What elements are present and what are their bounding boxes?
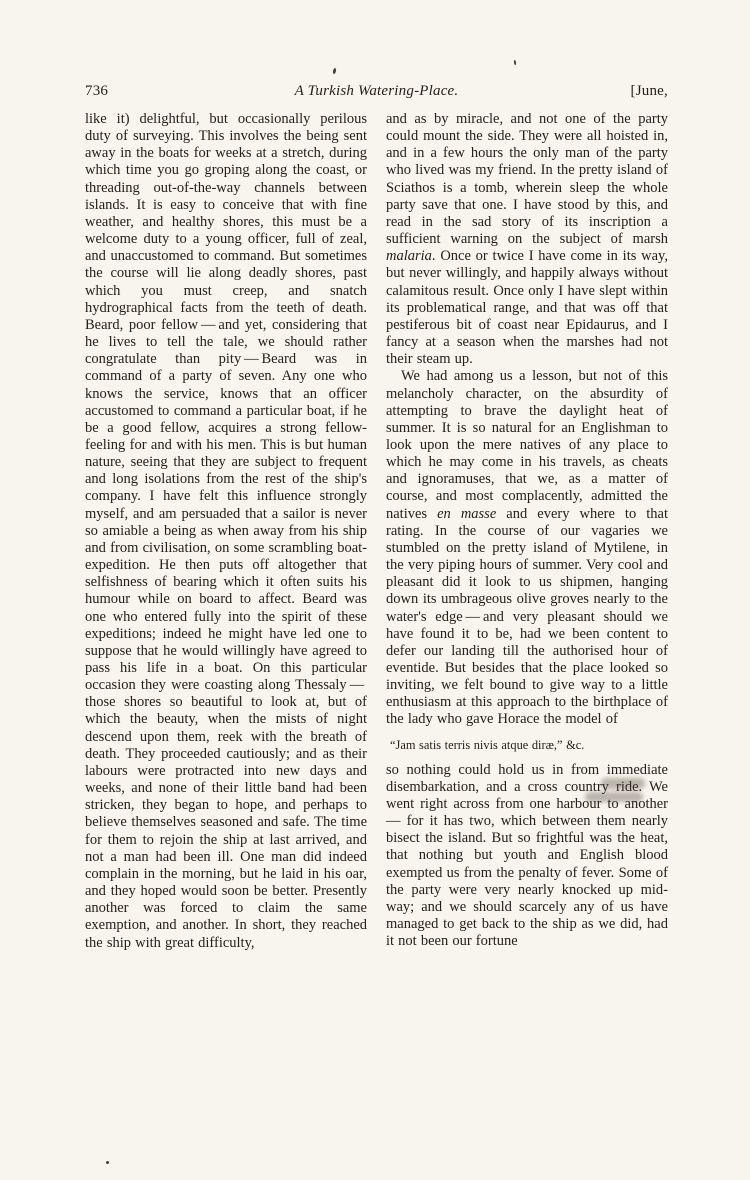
page-title: A Turkish Watering-Place. bbox=[294, 83, 459, 99]
scan-speck bbox=[514, 60, 517, 65]
latin-quote: “Jam satis terris nivis atque diræ,” &c. bbox=[390, 737, 585, 752]
paragraph: We had among us a lesson, but not of this melancholy character, on the absurdity of attempting to brave the daylight heat of summer. It is so natural for an Englishman to look upon the mere natives of any place to which he may come in his travels, as cheats and ignoramuses, that we, as a matter of course, and most complacently, admitted the natives en masse and every where to that rating. In the course of our vagaries we stumbled on the pretty island of Mytilene, in the very piping hours of summer. Very cool and pleasant did it look to us shipmen, hanging down its umbrageous olive groves nearly to the water's edge — and very pleasant should we have found it to be, had we been content to defer our landing till the authorised hour of eventide. But besides that the place looked so inviting, we felt bound to give way to a little enthusiasm at this approach to the birthplace of the lady who gave Horace the model of bbox=[386, 368, 668, 728]
issue-label: [June, bbox=[630, 83, 668, 99]
text-columns bbox=[85, 111, 668, 952]
left-column bbox=[85, 111, 367, 952]
scan-speck bbox=[332, 68, 336, 74]
scan-speck bbox=[106, 1161, 109, 1164]
ink-smudge bbox=[585, 792, 643, 802]
ink-smudge bbox=[601, 778, 645, 789]
paragraph: like it) delightful, but occasionally perilous duty of surveying. This involves the being sent away in the boats for weeks at a stretch, during which time you go groping along the coast, or threading out-of-the-way channels between islands. It is easy to conceive that with fine weather, and healthy shores, this must be a welcome duty to a young officer, full of zeal, and unaccustomed to command. But sometimes the course will lie along deadly shores, past which you must creep, and snatch hydrographical facts from the teeth of death. Beard, poor fellow — and yet, considering that he lives to tell the tale, we should rather congratulate than pity — Beard was in command of a party of seven. Any one who knows the service, knows that an officer accustomed to command a particular boat, if he be a good fellow, acquires a strong fellow-feeling for and with his men. This is but human nature, seeing that they are subject to frequent and long isolations from the rest of the ship's company. I have felt this influence strongly myself, and am persuaded that a sailor is never so amiable a being as when away from his ship and from civilisation, on some scrambling boat-expedition. He then puts off altogether that selfishness of bearing which it often suits his humour while on board to affect. Beard was one who entered fully into the spirit of these expeditions; indeed he might have led one to suppose that he would willingly have agreed to pass his life in a boat. On this particular occasion they were coasting along Thessaly — those shores so beautiful to look at, but of which the beauty, when the mists of night descend upon them, reek with the breath of death. They proceeded cautiously; and as their labours were protracted into new days and weeks, and none of their little band had been stricken, they began to hope, and perhaps to believe themselves seasoned and safe. The time for them to rejoin the ship at last arrived, and not a man had been ill. One man did indeed complain in the morning, but he laid in his oar, and they hoped would soon be better. Presently another was forced to claim the same exemption, and another. In short, they reached the ship with great difficulty, bbox=[85, 111, 367, 951]
paragraph: so nothing could hold us in from immediate disembarkation, and a cross country ride. We went right across from one harbour to another — for it has two, which between them nearly bisect the island. But so frightful was the heat, that nothing but youth and English blood exempted us from the penalty of fever. Some of the party were very nearly knocked up mid-way; and we should scarcely any of us have managed to get back to the ship as we did, had it not been our fortune bbox=[386, 761, 668, 950]
paragraph: and as by miracle, and not one of the party could mount the side. They were all hoisted in, and in a few hours the only man of the party who lived was my friend. In the pretty island of Sciathos is a tomb, wherein sleep the whole party save that one. I have stood by this, and read in the sad story of its inscription a sufficient warning on the subject of marsh malaria. Once or twice I have come in its way, but never willingly, and happily always without calamitous result. Once only I have slept within its problematical range, and that was off that pestiferous bit of coast near Epidaurus, and I fancy at a season when the marshes had not their steam up. bbox=[386, 111, 668, 368]
page-number: 736 bbox=[85, 83, 109, 99]
right-column bbox=[386, 111, 668, 952]
running-head bbox=[85, 82, 668, 100]
page-content bbox=[85, 82, 668, 952]
